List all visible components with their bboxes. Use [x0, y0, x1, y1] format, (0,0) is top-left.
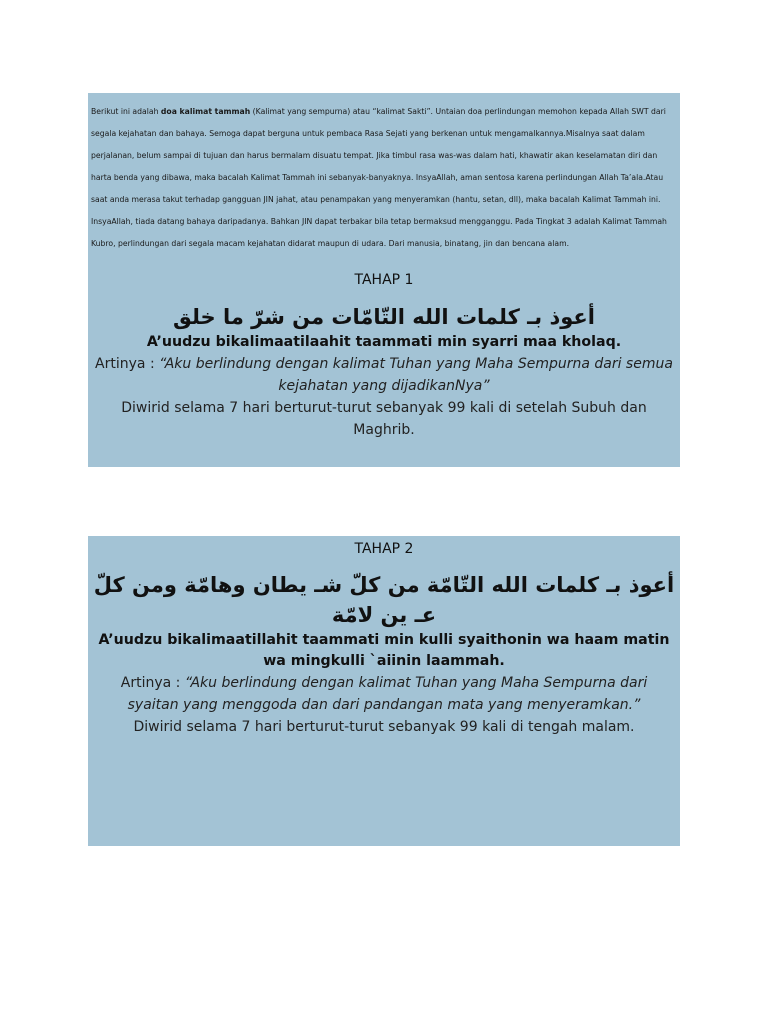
tahap-2-artinya-label: Artinya :	[120, 675, 185, 691]
intro-text-1: Berikut ini adalah	[91, 107, 161, 116]
tahap-1-artinya-text: “Aku berlindung dengan kalimat Tuhan yang Maha Sempurna dari semua kejahatan yang dijadikanNya”	[159, 356, 673, 394]
tahap-2-artinya-text: “Aku berlindung dengan kalimat Tuhan yang Maha Sempurna dari syaitan yang menggoda dan dari pandangan mata yang menyeramkan.”	[127, 675, 648, 713]
tahap-1-transliteration: A’uudzu bikalimaatilaahit taammati min syarri maa kholaq.	[146, 334, 622, 350]
tahap-2-heading: TAHAP 2	[354, 541, 414, 557]
tahap-2-note: Diwirid selama 7 hari berturut-turut sebanyak 99 kali di tengah malam.	[133, 719, 635, 735]
tahap-1-meaning	[94, 353, 674, 397]
tahap-2-panel	[88, 536, 680, 846]
tahap-1-artinya-label: Artinya :	[95, 356, 160, 372]
tahap-2-meaning	[94, 672, 674, 716]
tahap-1-arabic: أعوذ بـ كلمات الله التّامّات من شرّ ما خلق	[173, 305, 595, 329]
tahap-1-note: Diwirid selama 7 hari berturut-turut sebanyak 99 kali di setelah Subuh dan Maghrib.	[121, 400, 647, 438]
tahap-2-arabic: أعوذ بـ كلمات الله التّامّة من كلّ شـ يطان وهامّة ومن كلّ عـ ين لامّة	[93, 573, 675, 627]
intro-bold-term: doa kalimat tammah	[160, 107, 251, 116]
intro-text-2: (Kalimat yang sempurna) atau “kalimat Sakti”. Untaian doa perlindungan memohon kepada Allah SWT dari segala kejahatan dan bahaya. Semoga dapat berguna untuk pembaca Rasa Sejati yang berkenan untuk mengamalkannya.Misalnya saat dalam perjalanan, belum sampai di tujuan dan harus bermalam disuatu tempat. Jika timbul rasa was-was dalam hati, khawatir akan keselamatan diri dan harta benda yang dibawa, maka bacalah Kalimat Tammah ini sebanyak-banyaknya. InsyaAllah, aman sentosa karena perlindungan Allah Ta’ala.Atau saat anda merasa takut terhadap gangguan JIN jahat, atau penampakan yang menyeramkan (hantu, setan, dll), maka bacalah Kalimat Tammah ini. InsyaAllah, tiada datang bahaya daripadanya. Bahkan JIN dapat terbakar bila tetap bermaksud mengganggu. Pada Tingkat 3 adalah Kalimat Tammah Kubro, perlindungan dari segala macam kejahatan didarat maupun di udara. Dari manusia, binatang, jin dan bencana alam.	[91, 107, 667, 248]
tahap-1-heading: TAHAP 1	[354, 272, 414, 288]
intro-paragraph	[88, 93, 680, 255]
tahap-2-transliteration: A’uudzu bikalimaatillahit taammati min kulli syaithonin wa haam matin wa mingkulli `aiinin laammah.	[98, 632, 670, 669]
tahap-1-panel	[88, 93, 680, 467]
